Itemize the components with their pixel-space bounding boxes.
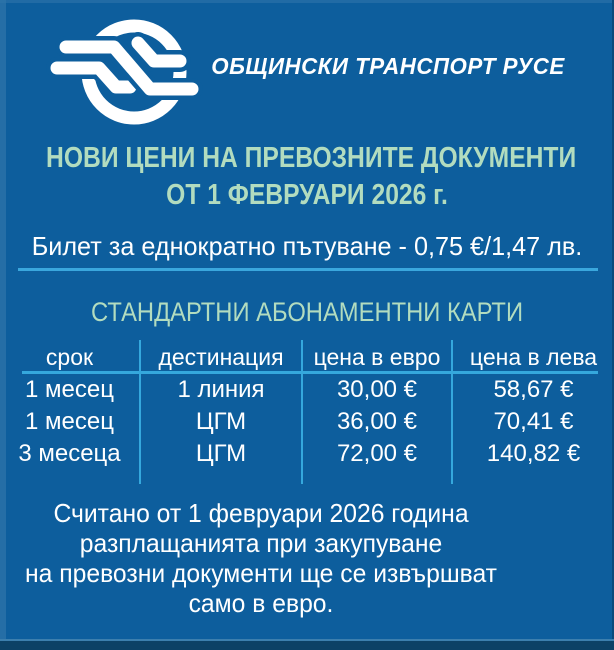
announcement-title-line1: НОВИ ЦЕНИ НА ПРЕВОЗНИТЕ ДОКУМЕНТИ — [46, 142, 577, 174]
table-cell: 58,67 € — [493, 376, 574, 403]
municipal-transport-logo-icon — [44, 16, 214, 131]
table-cell: 30,00 € — [336, 376, 418, 403]
announcement-title-line2: ОТ 1 ФЕВРУАРИ 2026 г. — [166, 179, 448, 211]
table-column-price-eur — [303, 340, 453, 484]
table-cell: 140,82 € — [486, 440, 581, 467]
footer-note-line: на превозни документи ще се извършват — [24, 558, 498, 588]
org-name: ОБЩИНСКИ ТРАНСПОРТ РУСЕ — [211, 53, 565, 79]
table-column-destination — [141, 340, 303, 484]
table-cell: ЦГМ — [195, 440, 247, 467]
table-cell: 3 месеца — [18, 440, 121, 467]
table-cell: ЦГМ — [195, 408, 247, 435]
table-cell: 1 линия — [177, 376, 265, 403]
table-cell: 1 месец — [25, 408, 114, 435]
table-cell: 1 месец — [25, 376, 114, 403]
table-cell: 70,41 € — [493, 408, 574, 435]
footer-note-line: само в евро. — [188, 588, 334, 618]
table-cell: 36,00 € — [336, 408, 418, 435]
announcement-title — [46, 140, 577, 214]
table-column-price-lev — [453, 340, 614, 484]
table-header-divider — [22, 371, 598, 374]
table-header-cell: цена в евро — [313, 343, 441, 370]
left-edge-stripe — [0, 0, 6, 650]
bottom-edge-stripe — [0, 639, 614, 650]
footer-note — [13, 498, 509, 618]
footer-note-line: разплащанията при закупуване — [79, 528, 443, 558]
top-edge-stripe — [0, 0, 614, 3]
table-cell: 72,00 € — [336, 440, 418, 467]
table-column-term — [0, 340, 141, 484]
cards-section-title: СТАНДАРТНИ АБОНАМЕНТНИ КАРТИ — [90, 297, 524, 327]
single-ticket-price: Билет за еднократно пътуване - 0,75 €/1,47 лв. — [31, 231, 583, 261]
table-header-cell: цена в лева — [469, 343, 598, 370]
table-header-cell: срок — [45, 343, 94, 370]
footer-note-line: Считано от 1 февруари 2026 година — [53, 498, 469, 528]
table-header-cell: дестинация — [158, 343, 284, 370]
prices-table — [0, 340, 614, 484]
ticket-underline-divider — [18, 268, 598, 271]
